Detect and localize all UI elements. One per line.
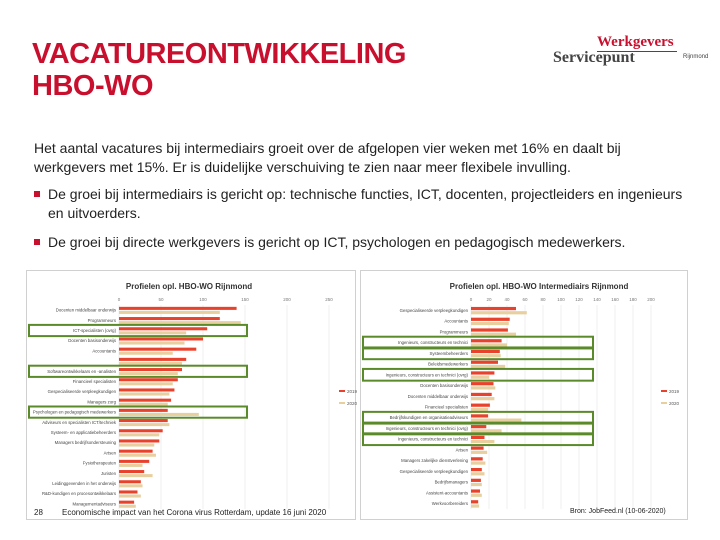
bar-2020 <box>471 408 488 411</box>
bar-2020 <box>471 376 489 379</box>
bar-2020 <box>119 372 178 375</box>
bar-2020 <box>119 494 141 497</box>
category-label: Financieel specialisten <box>424 404 468 410</box>
bar-2020 <box>471 494 482 497</box>
category-label: Docenten middelbaar onderwijs <box>55 307 116 313</box>
bar-2019 <box>119 307 237 310</box>
bar-2019 <box>471 489 480 492</box>
category-label: Accountants <box>92 348 116 354</box>
bar-2020 <box>119 433 159 436</box>
bullet-square-icon <box>34 239 40 245</box>
legend-label: 2020 <box>347 401 358 406</box>
x-tick-label: 60 <box>522 297 528 302</box>
category-label: Programmeurs <box>87 317 116 323</box>
title-line-2: HBO-WO <box>32 70 154 102</box>
werkgevers-servicepunt-logo <box>553 34 713 74</box>
x-tick-label: 140 <box>593 297 601 302</box>
bar-2020 <box>471 343 507 346</box>
legend-swatch <box>339 390 345 392</box>
bar-2020 <box>119 484 143 487</box>
bar-2020 <box>471 322 509 325</box>
bar-2019 <box>119 409 168 412</box>
category-label: Psychologen en pedagogisch medewerkers <box>32 409 116 415</box>
bar-2019 <box>471 457 483 460</box>
category-label: Ingenieurs, constructeurs en technici <box>398 340 468 346</box>
page-number: 28 <box>34 508 43 517</box>
logo-line-1: Werkgevers <box>597 34 674 50</box>
category-label: Accountants <box>444 318 468 324</box>
category-label: Assistent-accountants <box>425 490 468 496</box>
bar-2020 <box>119 413 199 416</box>
bar-2020 <box>471 311 527 314</box>
chart-hbo-wo-intermediairs <box>360 270 688 520</box>
x-tick-label: 160 <box>611 297 619 302</box>
bar-2019 <box>119 337 203 340</box>
bar-2020 <box>471 472 485 475</box>
bar-2019 <box>119 368 182 371</box>
category-label: Bedrijfsmanagers <box>434 479 468 485</box>
bar-2019 <box>119 480 141 483</box>
bar-2020 <box>119 474 153 477</box>
x-tick-label: 50 <box>158 297 164 302</box>
logo-line-2: Servicepunt <box>553 49 635 66</box>
category-label: Managers zakelijke dienstverlening <box>401 458 468 464</box>
legend-label: 2019 <box>669 389 680 394</box>
x-tick-label: 20 <box>486 297 492 302</box>
bar-2019 <box>471 361 498 364</box>
category-label: Werkvoorbereiders <box>431 501 468 507</box>
bar-2020 <box>471 429 502 432</box>
bar-2019 <box>119 378 178 381</box>
bar-2019 <box>471 404 490 407</box>
bar-2019 <box>471 468 482 471</box>
category-label: Docenten middelbaar onderwijs <box>407 393 468 399</box>
legend-swatch <box>339 402 345 404</box>
category-label: Managers bedrijfsondersteuning <box>54 440 116 446</box>
bar-2019 <box>119 358 186 361</box>
bar-2019 <box>471 500 478 503</box>
bar-2019 <box>471 393 492 396</box>
x-tick-label: 250 <box>325 297 333 302</box>
bar-2019 <box>119 419 168 422</box>
x-tick-label: 80 <box>540 297 546 302</box>
bar-2019 <box>119 501 134 504</box>
legend-label: 2019 <box>347 389 358 394</box>
bar-2019 <box>119 490 137 493</box>
bar-2019 <box>119 439 159 442</box>
category-label: Gespecialiseerde verpleegkundigen <box>47 389 116 395</box>
bar-2020 <box>119 403 168 406</box>
bar-2020 <box>119 443 154 446</box>
bar-2019 <box>471 318 510 321</box>
bar-2019 <box>119 399 171 402</box>
intro-paragraph: Het aantal vacatures bij intermediairs groeit over de afgelopen vier weken met 16% en daalt bij werkgevers met 15%. Er is duidelijke verschuiving te zien naar meer flexibele invulling. <box>34 140 621 175</box>
bar-2020 <box>471 386 495 389</box>
bar-2019 <box>471 350 500 353</box>
footer-text: Economische impact van het Corona virus Rotterdam, update 16 juni 2020 <box>62 508 327 517</box>
bar-2019 <box>471 414 488 417</box>
bullet-item-2 <box>34 233 694 252</box>
category-label: Ingenieurs, constructeurs en technici (ovrg) <box>385 372 468 378</box>
bar-2020 <box>471 440 494 443</box>
chart-title: Profielen opl. HBO-WO Intermediairs Rijnmond <box>449 282 629 291</box>
bar-2020 <box>119 423 169 426</box>
bullet-text-2: De groei bij directe werkgevers is gericht op ICT, psychologen en pedagogisch medewerkers. <box>48 234 626 250</box>
bar-2020 <box>119 341 185 344</box>
bar-2019 <box>119 327 207 330</box>
bar-2019 <box>119 470 144 473</box>
chart-svg-1 <box>27 271 358 519</box>
x-tick-label: 100 <box>199 297 207 302</box>
category-label: Bedrijfskundigen en organisatieadviseurs <box>389 415 468 421</box>
category-label: Beleidsmedewerkers <box>428 361 468 367</box>
bar-2020 <box>119 464 143 467</box>
bar-2020 <box>471 451 487 454</box>
chart-title: Profielen opl. HBO-WO Rijnmond <box>125 282 253 291</box>
category-label: Managementadviseurs <box>72 501 116 507</box>
bar-2019 <box>471 328 508 331</box>
bar-2020 <box>471 354 501 357</box>
bullet-square-icon <box>34 191 40 197</box>
x-tick-label: 200 <box>647 297 655 302</box>
x-tick-label: 0 <box>117 297 121 302</box>
category-label: Softwareontwikkelaars en -analisten <box>47 368 116 374</box>
category-label: Artsen <box>455 447 468 453</box>
bar-2020 <box>471 504 479 507</box>
category-label: Systeembeheerders <box>429 350 468 356</box>
bar-2020 <box>471 365 505 368</box>
bar-2020 <box>471 419 521 422</box>
bar-2020 <box>471 397 494 400</box>
bar-2019 <box>471 339 502 342</box>
x-tick-label: 100 <box>557 297 565 302</box>
category-label: Ingenieurs, constructeurs en technici <box>398 436 468 442</box>
chart-hbo-wo-rijnmond <box>26 270 356 520</box>
legend-swatch <box>661 390 667 392</box>
source-note: Bron: JobFeed.nl (10-06-2020) <box>570 508 666 515</box>
category-label: Fysiotherapeuten <box>82 460 116 466</box>
bar-2019 <box>119 317 220 320</box>
category-label: ICT-specialisten (ovrg) <box>73 328 116 333</box>
category-label: Adviseurs en specialisten ICT/techniek <box>42 419 116 425</box>
category-label: Juristen <box>100 470 116 476</box>
category-label: Artsen <box>103 450 116 456</box>
bullet-text-1: De groei bij intermediairs is gericht op: technische functies, ICT, docenten, projectleiders en ingenieurs en uitvoerders. <box>48 186 683 221</box>
chart-svg-2 <box>361 271 687 519</box>
logo-line-3: Rijnmond <box>683 54 709 60</box>
bar-2019 <box>119 348 196 351</box>
bar-2019 <box>471 307 516 310</box>
bar-2020 <box>119 352 173 355</box>
title-line-1: VACATUREONTWIKKELING <box>32 38 406 70</box>
x-tick-label: 150 <box>241 297 249 302</box>
category-label: Gespecialiseerde verpleegkundigen <box>399 307 468 313</box>
bar-2019 <box>471 447 484 450</box>
bar-2020 <box>119 331 186 334</box>
x-tick-label: 0 <box>469 297 473 302</box>
legend-label: 2020 <box>669 401 680 406</box>
category-label: Docenten basisonderwijs <box>420 383 468 389</box>
bar-2020 <box>471 483 482 486</box>
category-label: Leidinggevenden in het onderwijs <box>52 481 116 486</box>
legend-swatch <box>661 402 667 404</box>
x-tick-label: 200 <box>283 297 291 302</box>
bar-2019 <box>471 479 481 482</box>
bar-2020 <box>471 333 516 336</box>
category-label: Systeem- en applicatiebeheerders <box>50 430 116 435</box>
bar-2019 <box>119 450 153 453</box>
x-tick-label: 120 <box>575 297 583 302</box>
bar-2019 <box>471 425 486 428</box>
bar-2019 <box>471 436 485 439</box>
bar-2019 <box>119 388 174 391</box>
category-label: Programmeurs <box>439 329 468 335</box>
category-label: Gespecialiseerde verpleegkundigen <box>399 468 468 474</box>
category-label: Ingenieurs, constructeurs en technici (ovrg) <box>385 425 468 431</box>
bar-2020 <box>119 311 220 314</box>
bar-2020 <box>119 382 173 385</box>
x-tick-label: 180 <box>629 297 637 302</box>
category-label: Financieel specialisten <box>72 379 116 384</box>
bar-2019 <box>119 460 149 463</box>
bar-2019 <box>471 382 494 385</box>
bar-2020 <box>119 321 241 324</box>
category-label: Managers zorg <box>87 399 116 405</box>
bar-2020 <box>119 362 182 365</box>
category-label: R&D-kundigen en procesontwikkelaars <box>41 491 116 497</box>
bar-2020 <box>119 392 169 395</box>
highlight-box <box>29 325 247 336</box>
category-label: Docenten basisonderwijs <box>68 338 116 344</box>
bullet-item-1 <box>34 185 694 223</box>
bar-2019 <box>119 429 163 432</box>
bar-2019 <box>471 371 494 374</box>
bar-2020 <box>119 454 156 457</box>
page-title <box>32 38 406 102</box>
x-tick-label: 40 <box>504 297 510 302</box>
bar-2020 <box>471 461 485 464</box>
